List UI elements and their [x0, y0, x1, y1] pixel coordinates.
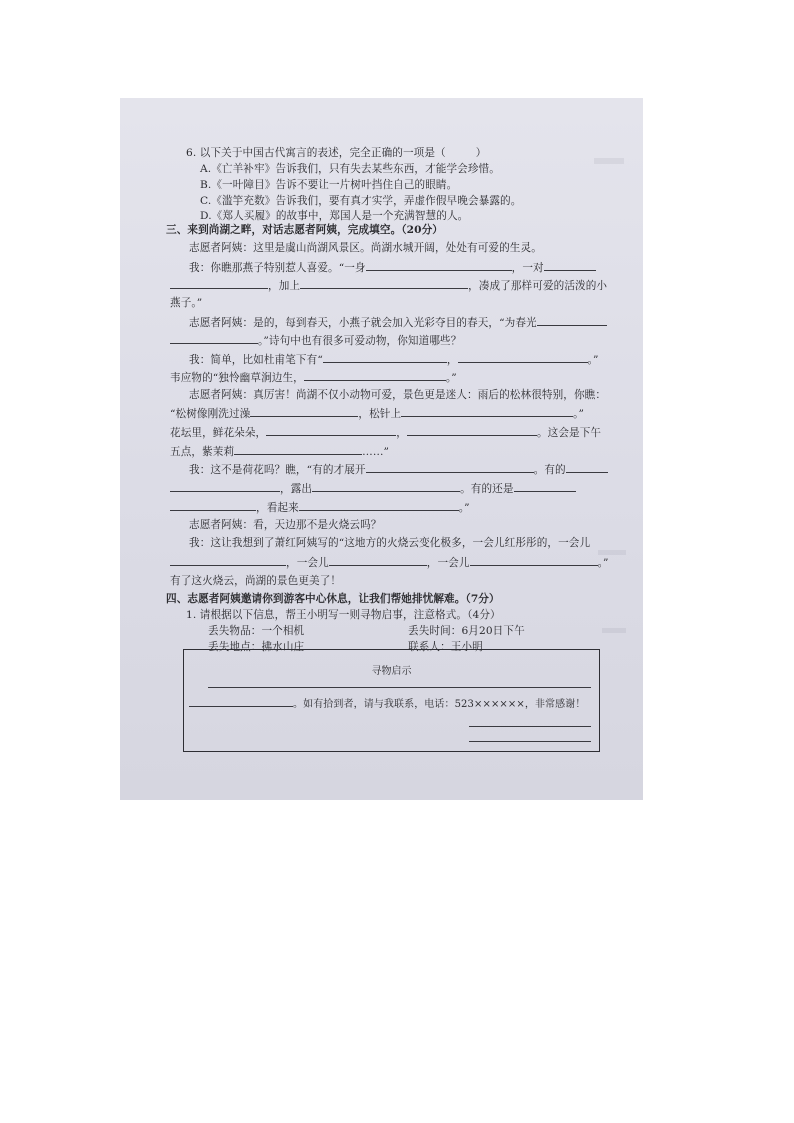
- q6-option-b: B.《一叶障目》告诉不要让一片树叶挡住自己的眼睛。: [200, 179, 458, 191]
- blank[interactable]: [170, 333, 258, 344]
- blank[interactable]: [170, 481, 280, 492]
- notice-title: 寻物启示: [371, 666, 412, 677]
- bleed-mark: [594, 158, 624, 164]
- section3-p4-line1: 我：简单，比如杜甫笔下有“ ， 。”: [189, 354, 599, 366]
- section3-p7: 志愿者阿姨：看，天边那不是火烧云吗？: [189, 519, 382, 531]
- blank[interactable]: [170, 555, 286, 566]
- q6-stem: 6. 以下关于中国古代寓言的表述，完全正确的一项是（ ）: [186, 147, 487, 159]
- section3-p6-line2: ，露出 。有的还是: [170, 481, 576, 496]
- blank[interactable]: [304, 370, 446, 381]
- blank[interactable]: [566, 462, 608, 473]
- blank[interactable]: [514, 481, 576, 492]
- section3-p5-line2: “松树像刚洗过澡 ，松针上 。”: [170, 408, 585, 420]
- blank[interactable]: [458, 352, 588, 363]
- blank[interactable]: [266, 425, 396, 436]
- section3-p6-line1: 我：这不是荷花吗？瞧，“有的才展开 。有的: [189, 462, 608, 477]
- q6-option-d: D.《郑人买履》的故事中，郑国人是一个充满智慧的人。: [200, 210, 469, 222]
- section3-p2-line1: 我：你瞧那燕子特别惹人喜爱。“一身 ，一对: [189, 260, 596, 275]
- time-lost: 丢失时间：6月20日下午: [408, 625, 525, 637]
- blank[interactable]: [329, 555, 427, 566]
- q6-option-a: A.《亡羊补牢》告诉我们，只有失去某些东西，才能学会珍惜。: [200, 163, 500, 175]
- bleed-mark: [598, 550, 626, 555]
- section3-p6-line3: ，看起来 。”: [170, 500, 470, 515]
- section3-p8-line2: ，一会儿 ，一会儿 。”: [170, 555, 608, 570]
- place-lost: 丢失地点：拂水山庄: [208, 641, 305, 653]
- section3-heading: 三、来到尚湖之畔，对话志愿者阿姨，完成填空。（20分）: [166, 224, 443, 236]
- item-lost: 丢失物品：一个相机: [208, 625, 305, 637]
- section3-p1: 志愿者阿姨：这里是虞山尚湖风景区。尚湖水城开阔，处处有可爱的生灵。: [189, 242, 542, 254]
- section4-heading: 四、志愿者阿姨邀请你到游客中心休息，让我们帮她排忧解难。（7分）: [166, 593, 500, 605]
- section3-p3-line2: 。”诗句中也有很多可爱动物，你知道哪些？: [170, 333, 461, 348]
- blank[interactable]: [312, 481, 460, 492]
- bleed-mark: [602, 628, 626, 633]
- section3-p3-line1: 志愿者阿姨：是的，每到春天，小燕子就会加入光彩夺目的春天，“为春光: [189, 315, 607, 330]
- blank[interactable]: [470, 555, 598, 566]
- q6-option-c: C.《滥竽充数》告诉我们，要有真才实学，弄虚作假早晚会暴露的。: [200, 195, 522, 207]
- section3-p4-line2: 韦应物的“独怜幽草涧边生， 。”: [170, 372, 457, 384]
- blank[interactable]: [366, 260, 512, 271]
- blank[interactable]: [234, 444, 362, 455]
- section3-p5-line1: 志愿者阿姨：真厉害！尚湖不仅小动物可爱，景色更是迷人：雨后的松林很特别，你瞧：: [189, 389, 607, 401]
- section3-p2-line2: ，加上 ，凑成了那样可爱的活泼的小: [170, 278, 607, 293]
- notice-signature-line[interactable]: [469, 726, 591, 727]
- blank[interactable]: [250, 406, 358, 417]
- blank[interactable]: [366, 462, 534, 473]
- lost-notice-box: [183, 649, 600, 752]
- blank[interactable]: [189, 696, 293, 707]
- blank[interactable]: [300, 278, 468, 289]
- section4-q1: 1. 请根据以下信息，帮王小明写一则寻物启事，注意格式。（4分）: [186, 609, 501, 621]
- section3-p9: 有了这火烧云，尚湖的景色更美了！: [170, 575, 342, 587]
- contact: 联系人：王小明: [408, 641, 483, 653]
- section3-p5-line4: 五点，紫茉莉 ……”: [170, 446, 390, 458]
- exam-page-photo: [120, 98, 643, 800]
- blank[interactable]: [323, 352, 447, 363]
- section3-p5-line3: 花坛里，鲜花朵朵， ， 。这会是下午: [170, 427, 602, 439]
- notice-date-line[interactable]: [469, 741, 591, 742]
- blank[interactable]: [544, 260, 596, 271]
- blank[interactable]: [537, 315, 607, 326]
- blank[interactable]: [299, 500, 459, 511]
- blank[interactable]: [407, 425, 537, 436]
- blank[interactable]: [170, 278, 268, 289]
- blank[interactable]: [401, 406, 573, 417]
- blank[interactable]: [170, 500, 256, 511]
- section3-p2-line3: 燕子。”: [170, 297, 203, 309]
- notice-body-line: 。如有拾到者，请与我联系，电话：523××××××，非常感谢！: [189, 696, 585, 712]
- notice-blank-line[interactable]: [208, 687, 591, 688]
- section3-p8-line1: 我：这让我想到了萧红阿姨写的“这地方的火烧云变化极多，一会儿红彤彤的，一会儿: [189, 537, 591, 549]
